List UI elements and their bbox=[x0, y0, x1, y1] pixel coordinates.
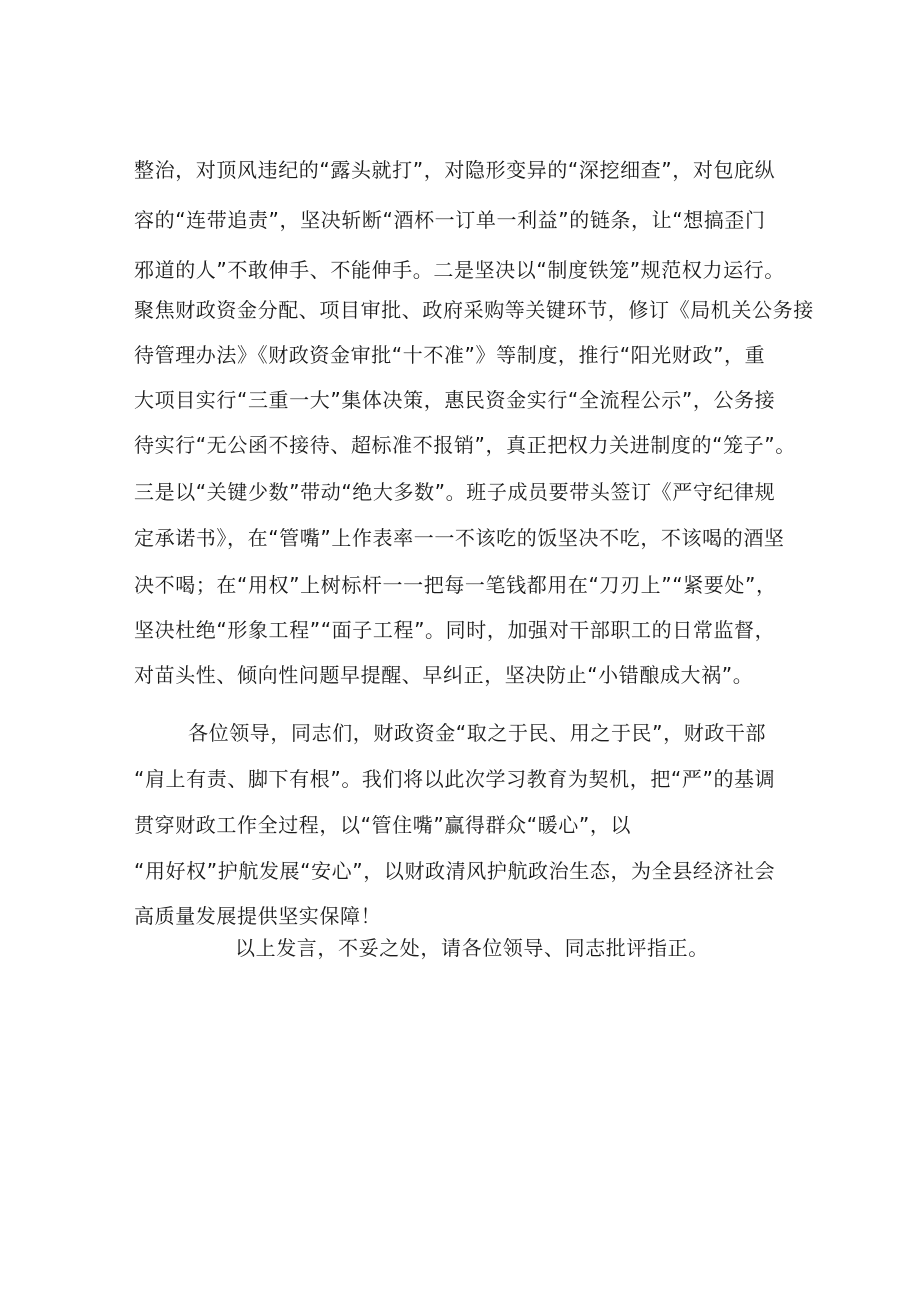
paragraph-line-indented: 各位领导，同志们，财政资金“取之于民、用之于民”，财政干部 bbox=[188, 721, 767, 745]
paragraph-line: 决不喝；在“用权”上树标杆一一把每一笔钱都用在“刀刃上”“紧要处”， bbox=[134, 573, 777, 597]
paragraph-line: 定承诺书》，在“管嘴”上作表率一一不该吃的饭坚决不吃，不该喝的酒坚 bbox=[134, 526, 785, 550]
paragraph-line: 大项目实行“三重一大”集体决策，惠民资金实行“全流程公示”，公务接 bbox=[134, 388, 776, 412]
paragraph-line: 聚焦财政资金分配、项目审批、政府采购等关键环节，修订《局机关公务接 bbox=[134, 298, 814, 322]
closing-remark: 以上发言，不妥之处，请各位领导、同志批评指正。 bbox=[235, 936, 709, 960]
paragraph-line: 高质量发展提供坚实保障！ bbox=[134, 904, 382, 928]
paragraph-line: 邪道的人”不敢伸手、不能伸手。二是坚决以“制度铁笼”规范权力运行。 bbox=[134, 258, 785, 282]
paragraph-line: “用好权”护航发展“安心”，以财政清风护航政治生态，为全县经济社会 bbox=[134, 859, 776, 883]
paragraph-line: 三是以“关键少数”带动“绝大多数”。班子成员要带头签订《严守纪律规 bbox=[134, 480, 776, 504]
paragraph-line: 整治，对顶风违纪的“露头就打”，对隐形变异的“深挖细查”，对包庇纵 bbox=[134, 158, 776, 182]
paragraph-line: 容的“连带追责”，坚决斩断“酒杯一订单一利益”的链条，让“想搞歪门 bbox=[134, 208, 766, 232]
paragraph-line: 待实行“无公函不接待、超标准不报销”，真正把权力关进制度的“笼子”。 bbox=[134, 433, 796, 457]
paragraph-line: 坚决杜绝“形象工程”“面子工程”。同时，加强对干部职工的日常监督， bbox=[134, 618, 776, 642]
paragraph-line: 对苗头性、倾向性问题早提醒、早纠正，坚决防止“小错酿成大祸”。 bbox=[134, 663, 754, 687]
paragraph-line: 贯穿财政工作全过程，以“管住嘴”赢得群众“暖心”，以 bbox=[134, 813, 632, 837]
paragraph-line: 待管理办法》《财政资金审批“十不准”》等制度，推行“阳光财政”，重 bbox=[134, 343, 766, 367]
paragraph-line: “肩上有责、脚下有根”。我们将以此次学习教育为契机，把“严”的基调 bbox=[134, 767, 776, 791]
